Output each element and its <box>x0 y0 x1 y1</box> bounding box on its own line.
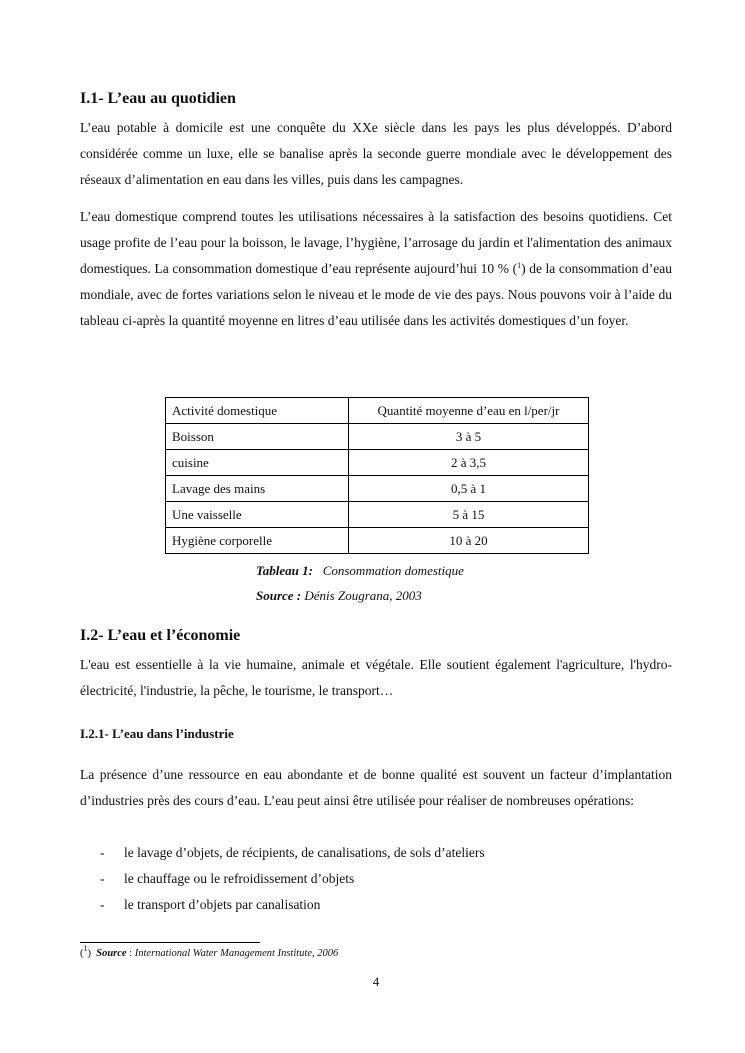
paragraph-text: L’eau domestique comprend toutes les utilisations nécessaires à la satisfaction des besoins quotidiens. Cet usage profite de l’eau pour la boisson, le lavage, l’hygiène, l’arrosage du jardin et l'alimentation des animaux domestiques. La consommation domestique d’eau représente aujourd’hui 10 % ( <box>80 209 672 276</box>
table-header-cell: Quantité moyenne d’eau en l/per/jr <box>349 398 589 424</box>
table-header-row <box>166 398 589 424</box>
table-caption <box>256 563 464 579</box>
footnote-reference[interactable]: 1 <box>517 261 522 270</box>
domestic-consumption-table <box>165 397 589 554</box>
industry-uses-list <box>80 840 485 918</box>
table-cell-activity: Boisson <box>166 424 349 450</box>
table-cell-activity: Hygiène corporelle <box>166 528 349 554</box>
subsection-heading-1-2-1: I.2.1- L’eau dans l’industrie <box>80 726 234 741</box>
table-cell-activity: Une vaisselle <box>166 502 349 528</box>
paragraph-water-industry: La présence d’une ressource en eau abondante et de bonne qualité est souvent un facteur d’implantation d’industries près des cours d’eau. L’eau peut ainsi être utilisée pour réaliser de nombreuses opérations: <box>80 767 672 808</box>
source-label: Source : <box>256 588 302 603</box>
footnote-source-text: International Water Management Institute, 2006 <box>134 948 339 959</box>
list-item-text: le chauffage ou le refroidissement d’objets <box>124 871 355 886</box>
table-cell-quantity: 10 à 20 <box>349 528 589 554</box>
list-item <box>80 840 485 866</box>
table-cell-activity: cuisine <box>166 450 349 476</box>
table-row <box>166 528 589 554</box>
table-cell-activity: Lavage des mains <box>166 476 349 502</box>
list-item <box>80 892 485 918</box>
table-source <box>256 588 422 604</box>
footnote-source-label: Source <box>96 948 127 959</box>
table-row <box>166 450 589 476</box>
paragraph-water-economy: L'eau est essentielle à la vie humaine, animale et végétale. Elle soutient également l'agriculture, l'hydro-électricité, l'industrie, la pêche, le tourisme, le transport… <box>80 657 672 698</box>
table-row <box>166 424 589 450</box>
source-text: Dénis Zougrana, 2003 <box>304 588 422 603</box>
caption-text: Consommation domestique <box>322 563 464 578</box>
paragraph-domestic-water <box>80 204 672 334</box>
section-heading-1-1: I.1- L’eau au quotidien <box>80 90 236 107</box>
list-item <box>80 866 485 892</box>
table-cell-quantity: 5 à 15 <box>349 502 589 528</box>
footnote-separator-text: : <box>126 948 135 959</box>
table-cell-quantity: 2 à 3,5 <box>349 450 589 476</box>
caption-label: Tableau 1: <box>256 563 313 578</box>
dash-bullet: - <box>100 845 105 860</box>
table-row <box>166 502 589 528</box>
footnote-separator <box>80 942 260 943</box>
paragraph-water-history: L’eau potable à domicile est une conquête du XXe siècle dans les pays les plus développés. D’abord considérée comme un luxe, elle se banalise après la seconde guerre mondiale avec le développement des réseaux d’alimentation en eau dans les villes, puis dans les campagnes. <box>80 120 672 187</box>
page-number: 4 <box>372 974 380 989</box>
footnote-close: ) <box>87 948 91 959</box>
footnote-marker: 1 <box>83 944 88 953</box>
footnote-open: ( <box>80 948 84 959</box>
dash-bullet: - <box>100 897 105 912</box>
table-row <box>166 476 589 502</box>
section-heading-1-2: I.2- L’eau et l’économie <box>80 627 241 644</box>
list-item-text: le lavage d’objets, de récipients, de canalisations, de sols d’ateliers <box>124 845 485 860</box>
paragraph-text: ) de la consommation d’eau mondiale, avec de fortes variations selon le niveau et le mode de vie des pays. Nous pouvons voir à l’aide du tableau ci-après la quantité moyenne en litres d’eau utilisée dans les activités domestiques d’un foyer. <box>80 261 672 328</box>
table-cell-quantity: 3 à 5 <box>349 424 589 450</box>
dash-bullet: - <box>100 871 105 886</box>
table-header-cell: Activité domestique <box>166 398 349 424</box>
list-item-text: le transport d’objets par canalisation <box>124 897 321 912</box>
table-cell-quantity: 0,5 à 1 <box>349 476 589 502</box>
footnote <box>80 944 339 959</box>
